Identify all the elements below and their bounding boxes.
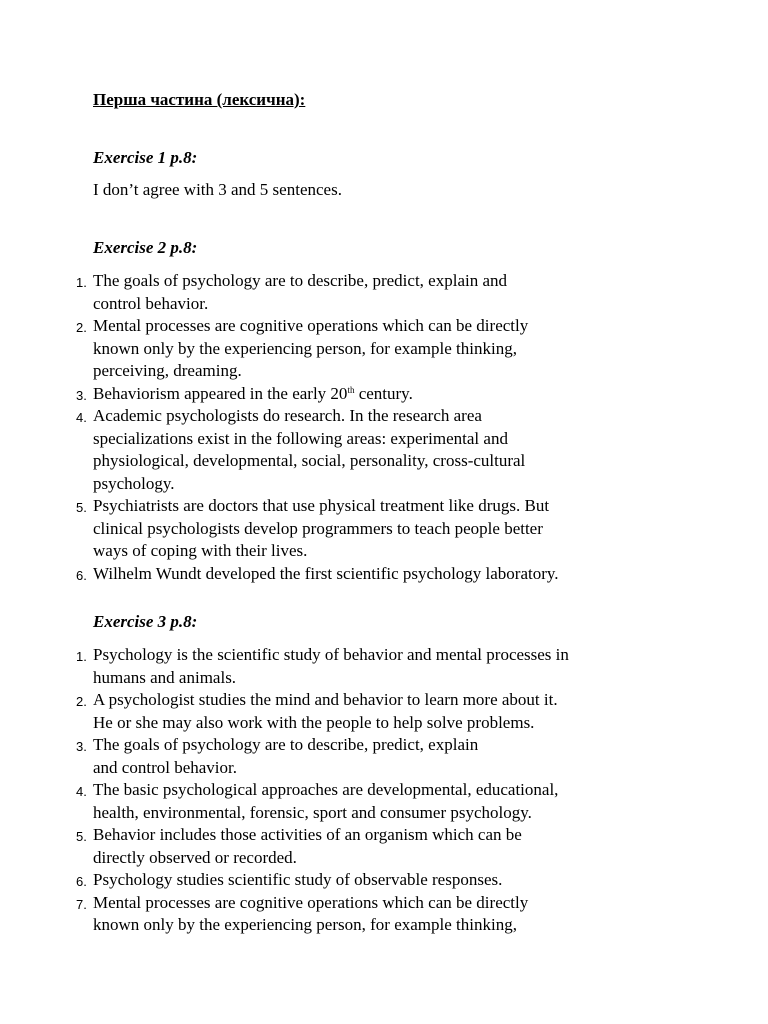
exercise-3-title: Exercise 3 p.8: — [93, 612, 198, 631]
list-number: 3. — [76, 387, 87, 403]
list-line: directly observed or recorded. — [93, 847, 297, 867]
list-line: known only by the experiencing person, for example thinking, — [93, 338, 517, 358]
exercise-3-list — [0, 644, 700, 937]
list-item — [0, 824, 700, 869]
list-line: A psychologist studies the mind and behavior to learn more about it. — [93, 690, 558, 709]
list-item — [0, 315, 700, 383]
list-line: and control behavior. — [93, 757, 237, 777]
list-item — [0, 563, 700, 586]
list-number: 2. — [76, 320, 87, 335]
list-line: known only by the experiencing person, for example thinking, — [93, 915, 517, 934]
list-item — [0, 869, 700, 892]
list-item — [0, 495, 700, 563]
exercise-2-title: Exercise 2 p.8: — [93, 238, 198, 257]
list-line: Behavior includes those activities of an organism which can be — [93, 825, 522, 844]
list-item — [0, 892, 700, 937]
list-number: 6. — [76, 874, 87, 889]
list-item — [0, 734, 700, 779]
list-line: century. — [354, 383, 413, 403]
list-line: specializations exist in the following areas: experimental and — [93, 428, 508, 448]
list-line: The goals of psychology are to describe, predict, explain — [93, 735, 479, 754]
list-line: Mental processes are cognitive operations which can be directly — [93, 316, 529, 335]
list-line: humans and animals. — [93, 667, 237, 687]
list-line: ways of coping with their lives. — [93, 541, 308, 560]
list-line: Mental processes are cognitive operations which can be directly — [93, 892, 529, 912]
list-line: Psychology studies scientific study of observable responses. — [93, 870, 503, 889]
list-line: The basic psychological approaches are developmental, educational, — [93, 780, 559, 799]
list-item — [0, 270, 700, 315]
list-line: physiological, developmental, social, personality, cross-cultural — [93, 451, 526, 470]
list-line: Psychology is the scientific study of behavior and mental processes in — [93, 645, 569, 664]
list-item — [0, 779, 700, 824]
list-number: 3. — [76, 739, 87, 754]
list-item — [0, 689, 700, 734]
list-line: control behavior. — [93, 293, 209, 313]
exercise-2-list — [0, 270, 700, 585]
list-line: The goals of psychology are to describe, predict, explain and — [93, 271, 508, 290]
list-number: 4. — [76, 784, 87, 799]
list-number: 2. — [76, 694, 87, 709]
exercise-1-text: I don’t agree with 3 and 5 sentences. — [93, 180, 342, 199]
list-number: 6. — [76, 567, 87, 583]
list-line: Wilhelm Wundt developed the first scientific psychology laboratory. — [93, 563, 559, 583]
list-line: health, environmental, forensic, sport and consumer psychology. — [93, 802, 532, 822]
list-line: Psychiatrists are doctors that use physical treatment like drugs. But — [93, 496, 550, 515]
list-number: 5. — [76, 500, 87, 515]
exercise-1-title: Exercise 1 p.8: — [93, 148, 198, 167]
list-item — [0, 644, 700, 689]
list-number: 5. — [76, 829, 87, 844]
list-number: 4. — [76, 410, 87, 425]
list-number: 7. — [76, 896, 87, 912]
list-line: psychology. — [93, 473, 175, 493]
list-number: 1. — [76, 275, 87, 290]
list-line: perceiving, dreaming. — [93, 361, 242, 380]
list-item — [0, 405, 700, 495]
list-line: He or she may also work with the people to help solve problems. — [93, 712, 535, 732]
list-item — [0, 383, 700, 406]
section-heading: Перша частина (лексична): — [93, 90, 306, 109]
superscript: th — [347, 384, 355, 395]
list-line: Behaviorism appeared in the early 20 — [93, 383, 348, 403]
list-line: clinical psychologists develop programmers to teach people better — [93, 518, 543, 538]
list-number: 1. — [76, 649, 87, 664]
list-line: Academic psychologists do research. In the research area — [93, 406, 482, 425]
